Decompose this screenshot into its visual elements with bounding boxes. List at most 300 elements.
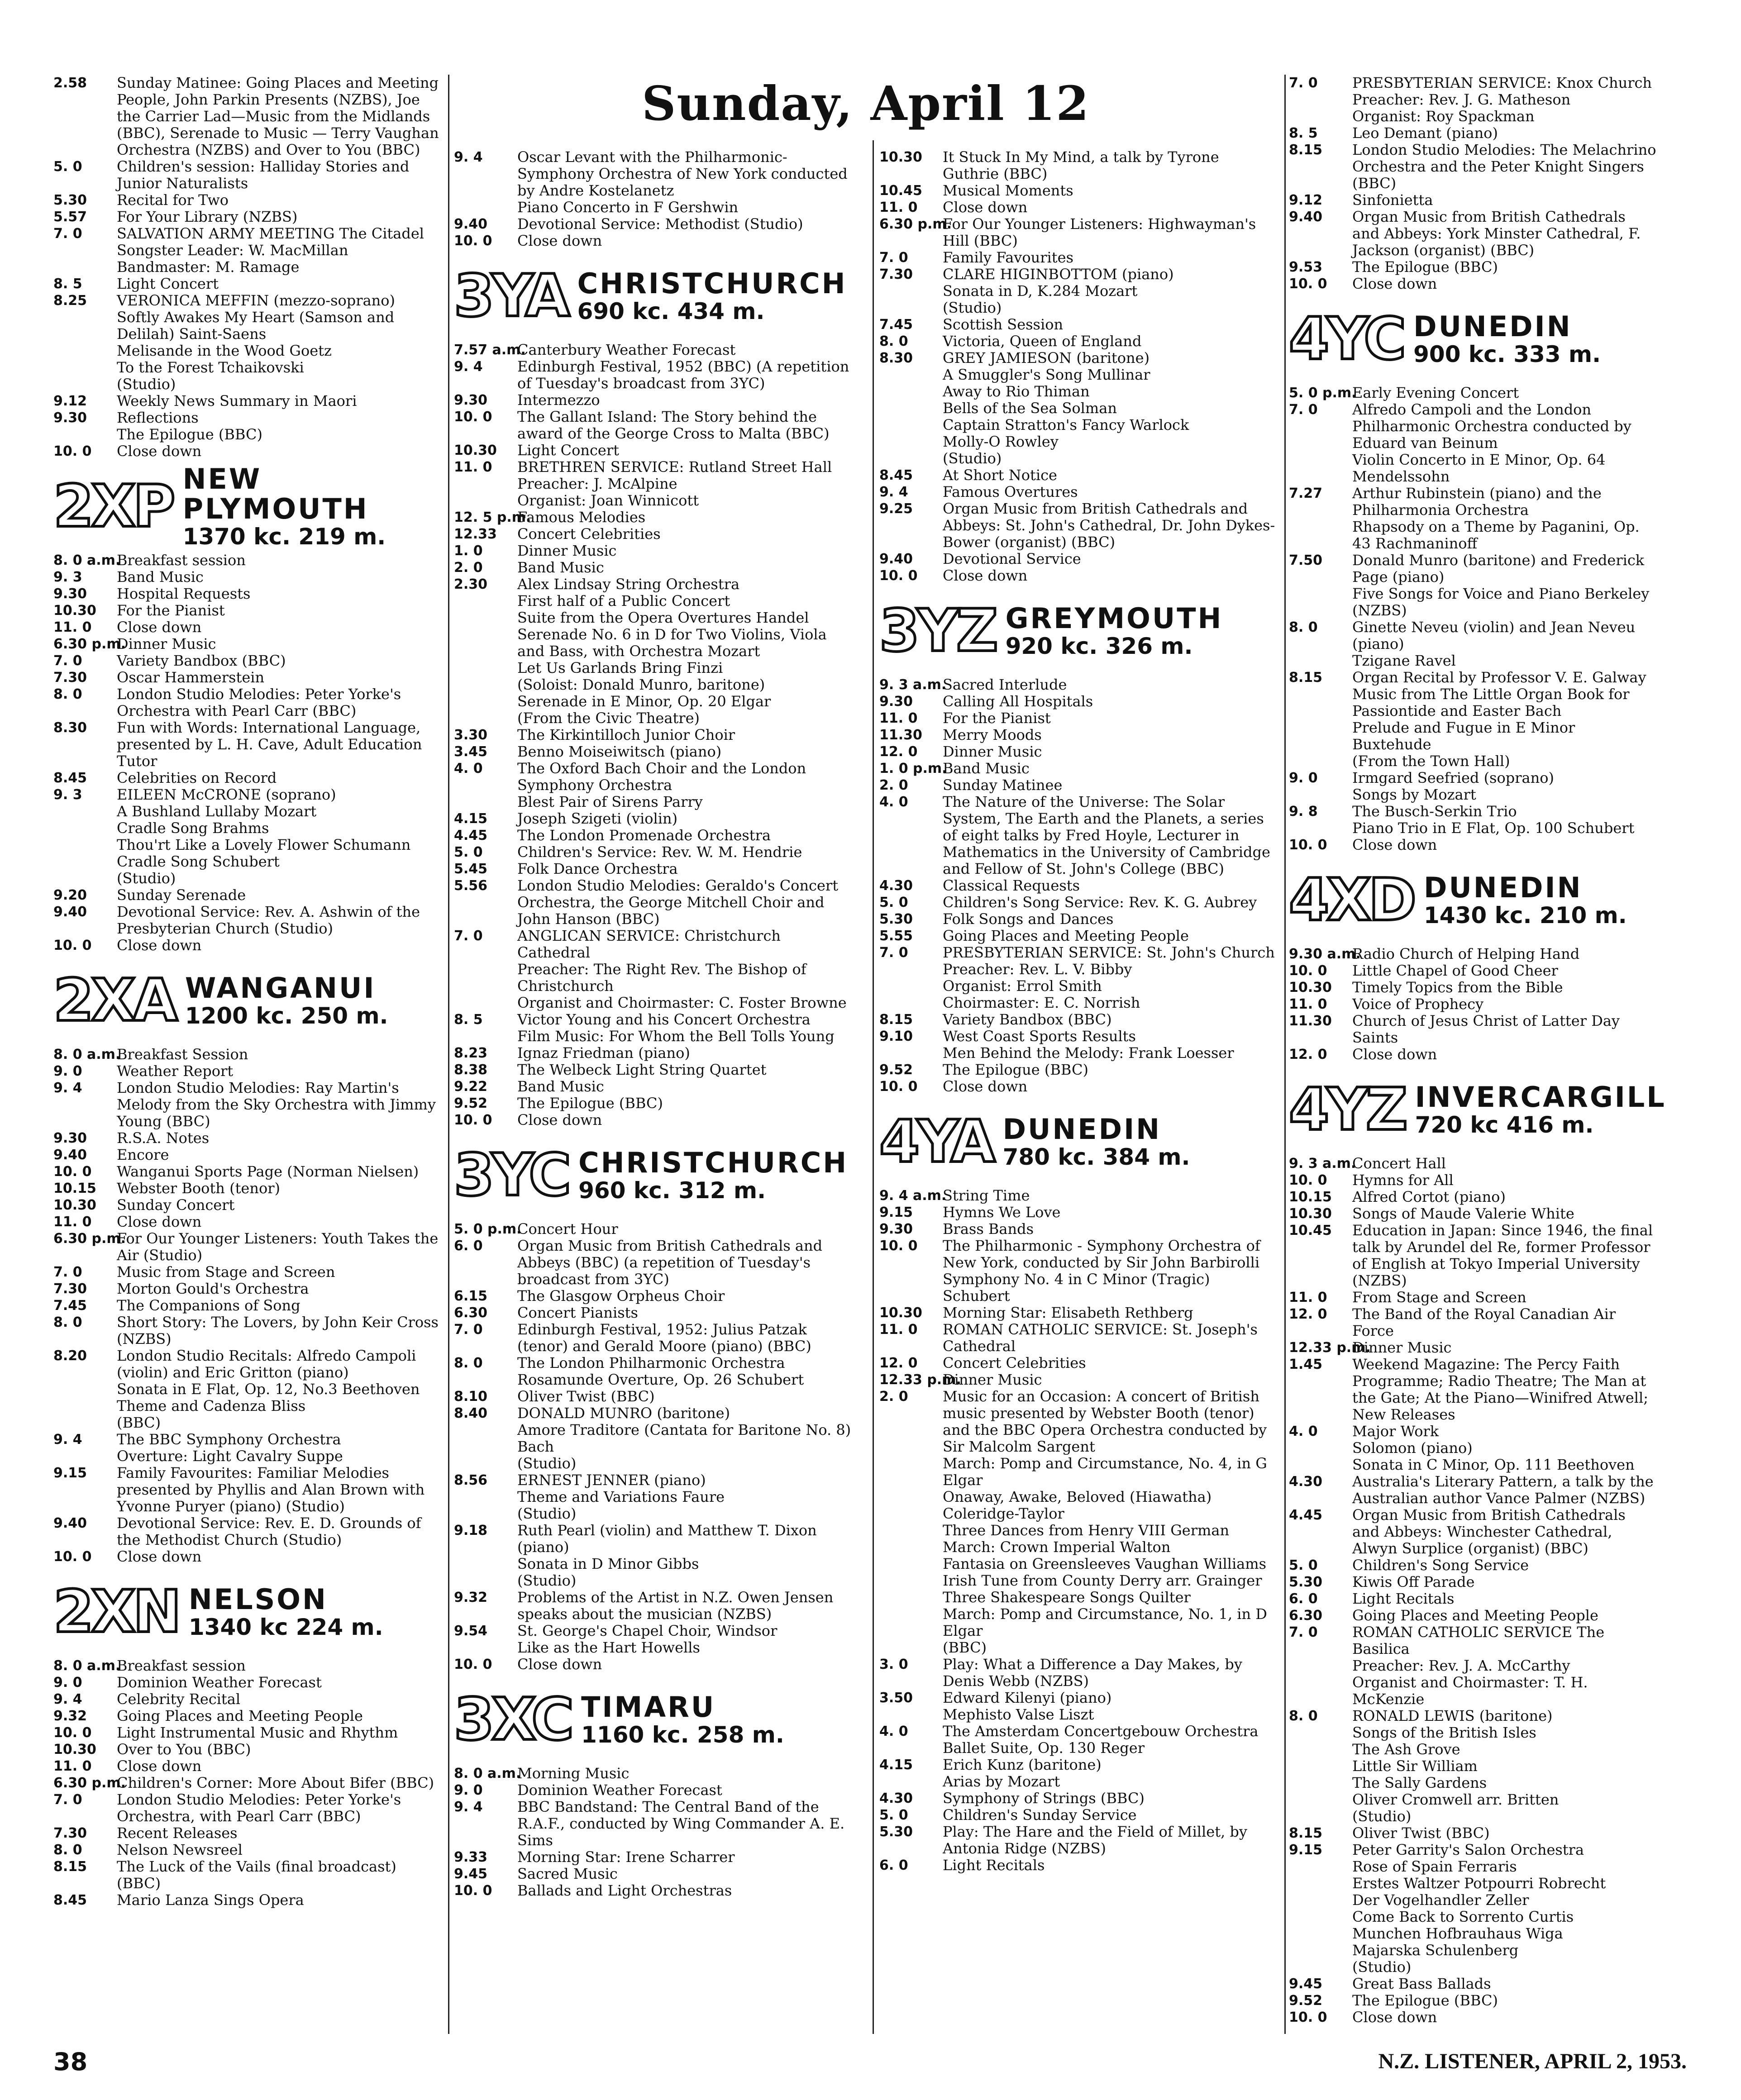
programme-text: Close down bbox=[1352, 275, 1437, 292]
programme-entry bbox=[879, 894, 1278, 911]
programme-entry bbox=[454, 1656, 852, 1673]
station-3yz-listing bbox=[879, 676, 1278, 1095]
programme-text: Serenade No. 6 in D for Two Violins, Viola and Bass, with Orchestra Mozart bbox=[517, 626, 827, 660]
programme-text: (NZBS) bbox=[1352, 602, 1407, 619]
programme-time: 1. 0 p.m. bbox=[879, 761, 947, 776]
programme-entry bbox=[1289, 1825, 1656, 1842]
programme-text: R.S.A. Notes bbox=[117, 1129, 210, 1147]
programme-entry bbox=[1289, 803, 1656, 820]
programme-entry bbox=[879, 1740, 1278, 1757]
programme-text: Violin Concerto in E Minor, Op. 64 Mendelssohn bbox=[1352, 451, 1606, 485]
programme-text: Devotional Service: Methodist (Studio) bbox=[517, 215, 803, 233]
programme-text: ERNEST JENNER (piano) bbox=[517, 1471, 706, 1489]
station-frequency: 690 kc. 434 m. bbox=[577, 298, 765, 324]
programme-time: 4.15 bbox=[879, 1757, 913, 1773]
programme-text: Play: The Hare and the Field of Millet, by Antonia Ridge (NZBS) bbox=[943, 1823, 1247, 1857]
programme-entry bbox=[53, 1825, 443, 1842]
programme-time: 8.38 bbox=[454, 1062, 488, 1078]
station-frequency: 960 kc. 312 m. bbox=[578, 1177, 766, 1204]
programme-entry bbox=[1289, 1473, 1656, 1507]
programme-text: Morning Star: Irene Scharrer bbox=[517, 1848, 735, 1866]
column-rule bbox=[1284, 75, 1286, 2034]
programme-time: 4.30 bbox=[1289, 1474, 1323, 1490]
programme-text: Voice of Prophecy bbox=[1352, 995, 1484, 1013]
station-city: DUNEDIN bbox=[1413, 310, 1572, 343]
programme-text: Oscar Levant with the Philharmonic-Symphony Orchestra of New York conducted by Andre Kostelanetz bbox=[517, 148, 848, 199]
programme-time: 6. 0 bbox=[1289, 1591, 1318, 1607]
programme-time: 9. 3 bbox=[53, 569, 82, 585]
programme-entry bbox=[879, 433, 1278, 450]
programme-entry bbox=[1289, 602, 1656, 619]
programme-text: March: Crown Imperial Walton bbox=[943, 1538, 1171, 1556]
programme-entry bbox=[1289, 1205, 1656, 1222]
programme-text: Close down bbox=[117, 1757, 202, 1775]
programme-entry bbox=[53, 1264, 443, 1281]
programme-text: Weather Report bbox=[117, 1062, 234, 1080]
programme-time: 8.15 bbox=[1289, 142, 1323, 158]
programme-time: 9.30 bbox=[454, 392, 488, 408]
programme-text: A Smuggler's Song Mullinar bbox=[943, 366, 1150, 383]
programme-time: 9.12 bbox=[53, 393, 87, 409]
programme-entry bbox=[454, 1355, 852, 1371]
programme-text: The BBC Symphony Orchestra bbox=[117, 1431, 341, 1448]
page-number: 38 bbox=[53, 2048, 88, 2076]
programme-text: BRETHREN SERVICE: Rutland Street Hall bbox=[517, 458, 832, 476]
programme-entry bbox=[454, 1472, 852, 1489]
programme-time: 9.15 bbox=[53, 1465, 87, 1481]
programme-entry bbox=[454, 1371, 852, 1388]
programme-entry bbox=[879, 400, 1278, 417]
station-2xn-listing bbox=[53, 1657, 443, 1909]
programme-time: 9.40 bbox=[879, 551, 913, 567]
programme-time: 5. 0 bbox=[454, 844, 483, 860]
programme-entry bbox=[454, 216, 852, 233]
programme-text: Piano Concerto in F Gershwin bbox=[517, 199, 739, 216]
station-logo: 4YC bbox=[1289, 305, 1404, 373]
programme-text: Breakfast session bbox=[117, 552, 246, 569]
programme-entry bbox=[454, 576, 852, 593]
station-logo: 2XN bbox=[53, 1578, 179, 1646]
programme-time: 7.45 bbox=[879, 317, 913, 333]
programme-entry bbox=[53, 1046, 443, 1063]
programme-entry bbox=[879, 1824, 1278, 1857]
programme-time: 9.12 bbox=[1289, 192, 1323, 208]
programme-time: 9. 4 bbox=[454, 359, 483, 375]
programme-text: Erich Kunz (baritone) bbox=[943, 1756, 1102, 1773]
programme-entry bbox=[1289, 1892, 1656, 1909]
programme-entry bbox=[454, 710, 852, 727]
programme-text: DONALD MUNRO (baritone) bbox=[517, 1405, 730, 1422]
programme-text: Reflections bbox=[117, 409, 199, 426]
programme-text: Organist: Joan Winnicott bbox=[517, 492, 699, 509]
station-city: TIMARU bbox=[581, 1690, 716, 1724]
programme-time: 8.20 bbox=[53, 1348, 87, 1364]
programme-entry bbox=[1289, 276, 1656, 292]
station-frequency: 920 kc. 326 m. bbox=[1005, 633, 1193, 659]
programme-entry bbox=[1289, 1289, 1656, 1306]
programme-entry bbox=[454, 459, 852, 476]
programme-text: VERONICA MEFFIN (mezzo-soprano) bbox=[117, 292, 396, 309]
programme-text: Musical Moments bbox=[943, 182, 1073, 199]
programme-entry bbox=[879, 551, 1278, 567]
programme-entry bbox=[454, 1238, 852, 1288]
programme-time: 8.45 bbox=[879, 467, 913, 483]
programme-text: Breakfast session bbox=[117, 1657, 246, 1674]
programme-entry bbox=[1289, 385, 1656, 401]
programme-text: Close down bbox=[1352, 2009, 1437, 2026]
programme-text: ANGLICAN SERVICE: Christchurch Cathedral bbox=[517, 927, 781, 961]
programme-text: Light Recitals bbox=[943, 1857, 1045, 1874]
programme-text: Morton Gould's Orchestra bbox=[117, 1280, 309, 1297]
programme-text: Hospital Requests bbox=[117, 585, 251, 602]
programme-time: 3.30 bbox=[454, 727, 488, 743]
programme-entry bbox=[879, 794, 1278, 877]
programme-time: 4.45 bbox=[1289, 1507, 1323, 1523]
programme-text: Theme and Cadenza Bliss bbox=[117, 1397, 306, 1414]
programme-entry bbox=[53, 1080, 443, 1130]
programme-time: 7.30 bbox=[879, 267, 913, 282]
programme-text: Early Evening Concert bbox=[1352, 384, 1519, 401]
programme-text: The Band of the Royal Canadian Air Force bbox=[1352, 1305, 1616, 1339]
programme-entry bbox=[1289, 1858, 1656, 1875]
programme-time: 2.58 bbox=[53, 75, 87, 91]
programme-text: Sonata in D Minor Gibbs bbox=[517, 1555, 699, 1572]
programme-text: (BBC) bbox=[117, 1414, 161, 1431]
programme-entry bbox=[454, 1062, 852, 1078]
programme-text: Devotional Service: Rev. A. Ashwin of the Presbyterian Church (Studio) bbox=[117, 903, 420, 937]
station-header-4yz bbox=[1289, 1076, 1666, 1143]
programme-time: 10. 0 bbox=[879, 568, 918, 584]
station-logo: 2XA bbox=[53, 967, 175, 1034]
programme-text: Preacher: Rev. L. V. Bibby bbox=[943, 961, 1132, 978]
programme-text: RONALD LEWIS (baritone) bbox=[1352, 1707, 1553, 1724]
programme-text: Dominion Weather Forecast bbox=[517, 1781, 722, 1799]
programme-text: Come Back to Sorrento Curtis bbox=[1352, 1908, 1574, 1925]
programme-entry bbox=[879, 1321, 1278, 1355]
programme-entry bbox=[879, 978, 1278, 995]
programme-text: Famous Overtures bbox=[943, 483, 1078, 500]
programme-entry bbox=[1289, 753, 1656, 770]
programme-text: Donald Munro (baritone) and Frederick Page (piano) bbox=[1352, 552, 1645, 586]
programme-entry bbox=[454, 1455, 852, 1472]
programme-entry bbox=[879, 484, 1278, 500]
programme-time: 6. 0 bbox=[879, 1857, 908, 1873]
programme-time: 8.56 bbox=[454, 1472, 488, 1488]
programme-time: 9. 8 bbox=[1289, 804, 1318, 819]
programme-entry bbox=[53, 1674, 443, 1691]
programme-entry bbox=[454, 877, 852, 928]
programme-entry bbox=[1289, 1440, 1656, 1457]
programme-entry bbox=[454, 844, 852, 861]
programme-text: (Studio) bbox=[117, 870, 176, 887]
programme-entry bbox=[879, 1807, 1278, 1824]
programme-text: Oliver Twist (BBC) bbox=[517, 1388, 655, 1405]
programme-time: 9. 3 a.m. bbox=[1289, 1156, 1356, 1171]
programme-entry bbox=[879, 417, 1278, 433]
programme-entry bbox=[53, 259, 443, 276]
programme-text: To the Forest Tchaikovski bbox=[117, 359, 304, 376]
programme-text: Calling All Hospitals bbox=[943, 693, 1093, 710]
programme-entry bbox=[1289, 1842, 1656, 1858]
programme-text: The Epilogue (BBC) bbox=[1352, 258, 1498, 276]
programme-entry bbox=[879, 693, 1278, 710]
programme-text: (Studio) bbox=[943, 299, 1002, 316]
programme-entry bbox=[53, 820, 443, 837]
programme-text: Mario Lanza Sings Opera bbox=[117, 1891, 304, 1909]
programme-text: Close down bbox=[517, 1656, 602, 1673]
programme-text: Children's Song Service bbox=[1352, 1557, 1529, 1574]
programme-text: London Studio Melodies: Peter Yorke's Orchestra, with Pearl Carr (BBC) bbox=[117, 1791, 401, 1825]
programme-entry bbox=[879, 1589, 1278, 1606]
programme-text: Sunday Matinee: Going Places and Meeting People, John Parkin Presents (NZBS), Joe the Carrier Lad—Music from the Midlands (BBC), Serenade to Music — Terry Vaughan Orchestra (NZBS) and Over to You (BBC) bbox=[117, 74, 439, 158]
programme-entry bbox=[53, 276, 443, 292]
programme-text: ROMAN CATHOLIC SERVICE The Basilica bbox=[1352, 1624, 1605, 1657]
programme-time: 4. 0 bbox=[879, 794, 908, 810]
programme-entry bbox=[879, 1238, 1278, 1271]
programme-entry bbox=[1289, 686, 1656, 719]
programme-entry bbox=[1289, 1657, 1656, 1674]
programme-text: Little Sir William bbox=[1352, 1757, 1478, 1775]
programme-text: The Epilogue (BBC) bbox=[943, 1061, 1088, 1078]
programme-entry bbox=[454, 1078, 852, 1095]
programme-text: Band Music bbox=[943, 760, 1030, 777]
programme-entry bbox=[454, 492, 852, 509]
programme-entry bbox=[879, 1706, 1278, 1723]
programme-time: 7.27 bbox=[1289, 486, 1323, 501]
programme-time: 4. 0 bbox=[879, 1724, 908, 1739]
programme-time: 4. 0 bbox=[454, 761, 483, 776]
programme-entry bbox=[454, 794, 852, 810]
programme-time: 2.30 bbox=[454, 576, 488, 592]
programme-entry bbox=[1289, 1942, 1656, 1959]
programme-entry bbox=[1289, 1222, 1656, 1289]
programme-time: 6.30 p.m. bbox=[53, 636, 126, 652]
programme-entry bbox=[53, 686, 443, 719]
programme-time: 12. 0 bbox=[1289, 1306, 1327, 1322]
programme-time: 9. 0 bbox=[53, 1675, 82, 1690]
programme-time: 7.57 a.m. bbox=[454, 342, 526, 358]
programme-entry bbox=[879, 1271, 1278, 1305]
programme-entry bbox=[454, 1866, 852, 1882]
programme-time: 7. 0 bbox=[454, 1322, 483, 1338]
station-logo: 3YA bbox=[454, 262, 568, 330]
programme-entry bbox=[53, 225, 443, 242]
programme-text: Fun with Words: International Language, presented by L. H. Cave, Adult Education Tutor bbox=[117, 719, 422, 770]
programme-time: 3.50 bbox=[879, 1690, 913, 1706]
programme-entry bbox=[53, 904, 443, 937]
programme-entry bbox=[879, 1388, 1278, 1455]
programme-time: 7. 0 bbox=[879, 250, 908, 266]
programme-text: Music for an Occasion: A concert of British music presented by Webster Booth (tenor) and the BBC Opera Orchestra conducted by Sir Malcolm Sargent bbox=[943, 1388, 1267, 1455]
programme-text: Alfredo Campoli and the London Philharmonic Orchestra conducted by Eduard van Beinum bbox=[1352, 401, 1631, 452]
programme-entry bbox=[53, 1431, 443, 1448]
programme-time: 4. 0 bbox=[1289, 1424, 1318, 1439]
col3-top-listing bbox=[879, 149, 1278, 584]
programme-entry bbox=[53, 1791, 443, 1825]
programme-entry bbox=[53, 75, 443, 158]
programme-text: Cradle Song Schubert bbox=[117, 853, 280, 870]
programme-text: Choirmaster: E. C. Norrish bbox=[943, 994, 1140, 1011]
programme-entry bbox=[53, 619, 443, 636]
programme-entry bbox=[1289, 1708, 1656, 1724]
programme-time: 9. 4 a.m. bbox=[879, 1188, 947, 1204]
programme-time: 9.52 bbox=[454, 1095, 488, 1111]
programme-text: Oliver Cromwell arr. Britten bbox=[1352, 1791, 1559, 1808]
programme-text: Sinfonietta bbox=[1352, 191, 1433, 209]
station-3ya-listing bbox=[454, 342, 852, 1129]
programme-entry bbox=[1289, 192, 1656, 209]
programme-entry bbox=[454, 1572, 852, 1589]
programme-time: 7. 0 bbox=[53, 226, 82, 242]
programme-time: 12. 5 p.m. bbox=[454, 510, 531, 525]
programme-entry bbox=[454, 509, 852, 526]
programme-entry bbox=[53, 552, 443, 569]
programme-time: 11. 0 bbox=[879, 200, 918, 215]
programme-time: 8.15 bbox=[879, 1012, 913, 1028]
programme-text: Going Places and Meeting People bbox=[117, 1707, 363, 1724]
programme-text: Sonata in E Flat, Op. 12, No.3 Beethoven bbox=[117, 1381, 420, 1398]
programme-text: Folk Songs and Dances bbox=[943, 910, 1114, 928]
programme-entry bbox=[1289, 1423, 1656, 1440]
programme-text: Close down bbox=[117, 619, 202, 636]
programme-entry bbox=[53, 1548, 443, 1565]
programme-time: 10. 0 bbox=[53, 1164, 92, 1180]
programme-entry bbox=[454, 1489, 852, 1505]
programme-text: Great Bass Ballads bbox=[1352, 1975, 1491, 1992]
programme-entry bbox=[1289, 552, 1656, 586]
programme-entry bbox=[454, 1221, 852, 1238]
programme-text: Symphony of Strings (BBC) bbox=[943, 1790, 1145, 1807]
programme-time: 6.30 bbox=[1289, 1608, 1323, 1624]
programme-time: 8. 0 bbox=[53, 1314, 82, 1330]
programme-text: Amore Traditore (Cantata for Baritone No. 8) Bach bbox=[517, 1421, 851, 1455]
station-header-4xd bbox=[1289, 869, 1656, 932]
programme-text: Captain Stratton's Fancy Warlock bbox=[943, 416, 1189, 433]
station-2xa-listing bbox=[53, 1046, 443, 1565]
programme-entry bbox=[879, 1045, 1278, 1062]
programme-time: 11. 0 bbox=[53, 619, 92, 635]
programme-time: 6.30 bbox=[454, 1305, 488, 1321]
programme-text: Mephisto Valse Liszt bbox=[943, 1706, 1094, 1723]
programme-entry bbox=[879, 567, 1278, 584]
programme-text: Weekly News Summary in Maori bbox=[117, 392, 357, 410]
programme-text: Onaway, Awake, Beloved (Hiawatha) Coleridge-Taylor bbox=[943, 1488, 1212, 1522]
programme-text: Close down bbox=[117, 937, 202, 954]
programme-text: Intermezzo bbox=[517, 391, 600, 409]
programme-text: For Our Younger Listeners: Highwayman's Hill (BBC) bbox=[943, 215, 1256, 249]
programme-time: 9.40 bbox=[53, 904, 87, 920]
programme-entry bbox=[53, 853, 443, 870]
programme-text: Film Music: For Whom the Bell Tolls Young bbox=[517, 1028, 835, 1045]
programme-time: 9.30 bbox=[879, 1221, 913, 1237]
programme-text: Irmgard Seefried (soprano) bbox=[1352, 769, 1554, 786]
programme-entry bbox=[53, 1281, 443, 1297]
station-logo: 2XP bbox=[53, 473, 173, 540]
programme-entry bbox=[454, 1623, 852, 1639]
programme-time: 10. 0 bbox=[53, 1549, 92, 1565]
programme-entry bbox=[879, 727, 1278, 743]
programme-text: Nelson Newsreel bbox=[117, 1841, 243, 1858]
programme-entry bbox=[879, 450, 1278, 467]
programme-entry bbox=[879, 1639, 1278, 1656]
programme-text: Songster Leader: W. MacMillan bbox=[117, 242, 348, 259]
programme-text: Radio Church of Helping Hand bbox=[1352, 945, 1580, 962]
programme-time: 4.15 bbox=[454, 811, 488, 827]
programme-text: Songs of the British Isles bbox=[1352, 1724, 1536, 1741]
programme-time: 8.45 bbox=[53, 770, 87, 786]
programme-text: Close down bbox=[517, 232, 602, 249]
programme-time: 8.10 bbox=[454, 1389, 488, 1405]
programme-entry bbox=[454, 1589, 852, 1623]
programme-time: 2. 0 bbox=[879, 1389, 908, 1405]
programme-text: Light Instrumental Music and Rhythm bbox=[117, 1724, 398, 1741]
programme-text: Ginette Neveu (violin) and Jean Neveu (piano) bbox=[1352, 619, 1636, 652]
programme-entry bbox=[454, 199, 852, 216]
programme-text: Little Chapel of Good Cheer bbox=[1352, 962, 1558, 979]
programme-entry bbox=[1289, 1507, 1656, 1557]
programme-entry bbox=[53, 1892, 443, 1909]
programme-text: At Short Notice bbox=[943, 467, 1057, 484]
programme-time: 7.30 bbox=[53, 1281, 87, 1297]
programme-text: Close down bbox=[943, 1078, 1028, 1095]
programme-time: 5.56 bbox=[454, 878, 488, 894]
programme-time: 9.22 bbox=[454, 1079, 488, 1095]
programme-text: Organ Recital by Professor V. E. Galway bbox=[1352, 669, 1646, 686]
programme-text: Sacred Interlude bbox=[943, 676, 1067, 693]
programme-time: 9. 4 bbox=[53, 1080, 82, 1096]
programme-entry bbox=[1289, 401, 1656, 452]
programme-entry bbox=[454, 593, 852, 610]
programme-entry bbox=[454, 543, 852, 559]
programme-text: Morning Music bbox=[517, 1765, 630, 1782]
programme-text: Classical Requests bbox=[943, 877, 1080, 894]
programme-text: Band Music bbox=[117, 568, 204, 586]
programme-entry bbox=[879, 367, 1278, 383]
programme-entry bbox=[454, 1505, 852, 1522]
programme-entry bbox=[454, 342, 852, 358]
programme-text: Three Dances from Henry VIII German bbox=[943, 1522, 1230, 1539]
station-4yz-listing bbox=[1289, 1155, 1656, 2026]
programme-entry bbox=[879, 350, 1278, 367]
programme-entry bbox=[454, 1422, 852, 1455]
programme-text: Close down bbox=[1352, 1046, 1437, 1063]
programme-entry bbox=[879, 283, 1278, 300]
programme-text: (Studio) bbox=[943, 450, 1002, 467]
programme-entry bbox=[53, 652, 443, 669]
programme-time: 9.10 bbox=[879, 1029, 913, 1044]
programme-text: The London Philharmonic Orchestra bbox=[517, 1354, 785, 1371]
programme-entry bbox=[53, 1063, 443, 1080]
programme-time: 9.40 bbox=[1289, 209, 1323, 225]
programme-time: 12.33 p.m. bbox=[879, 1372, 961, 1388]
programme-entry bbox=[879, 1489, 1278, 1522]
programme-text: The Sally Gardens bbox=[1352, 1774, 1487, 1791]
programme-entry bbox=[879, 1187, 1278, 1204]
programme-entry bbox=[1289, 485, 1656, 519]
programme-entry bbox=[1289, 1724, 1656, 1741]
programme-time: 9. 4 bbox=[53, 1691, 82, 1707]
programme-text: Scottish Session bbox=[943, 316, 1064, 333]
programme-entry bbox=[879, 467, 1278, 484]
programme-time: 12. 0 bbox=[879, 1355, 918, 1371]
programme-time: 10. 0 bbox=[879, 1238, 918, 1254]
programme-text: Suite from the Opera Overtures Handel bbox=[517, 609, 809, 626]
programme-text: Major Work bbox=[1352, 1423, 1439, 1440]
station-logo: 3YZ bbox=[879, 597, 996, 665]
programme-text: PRESBYTERIAN SERVICE: St. John's Church bbox=[943, 944, 1275, 961]
programme-text: Light Concert bbox=[117, 275, 219, 292]
station-city: CHRISTCHURCH bbox=[577, 267, 847, 300]
